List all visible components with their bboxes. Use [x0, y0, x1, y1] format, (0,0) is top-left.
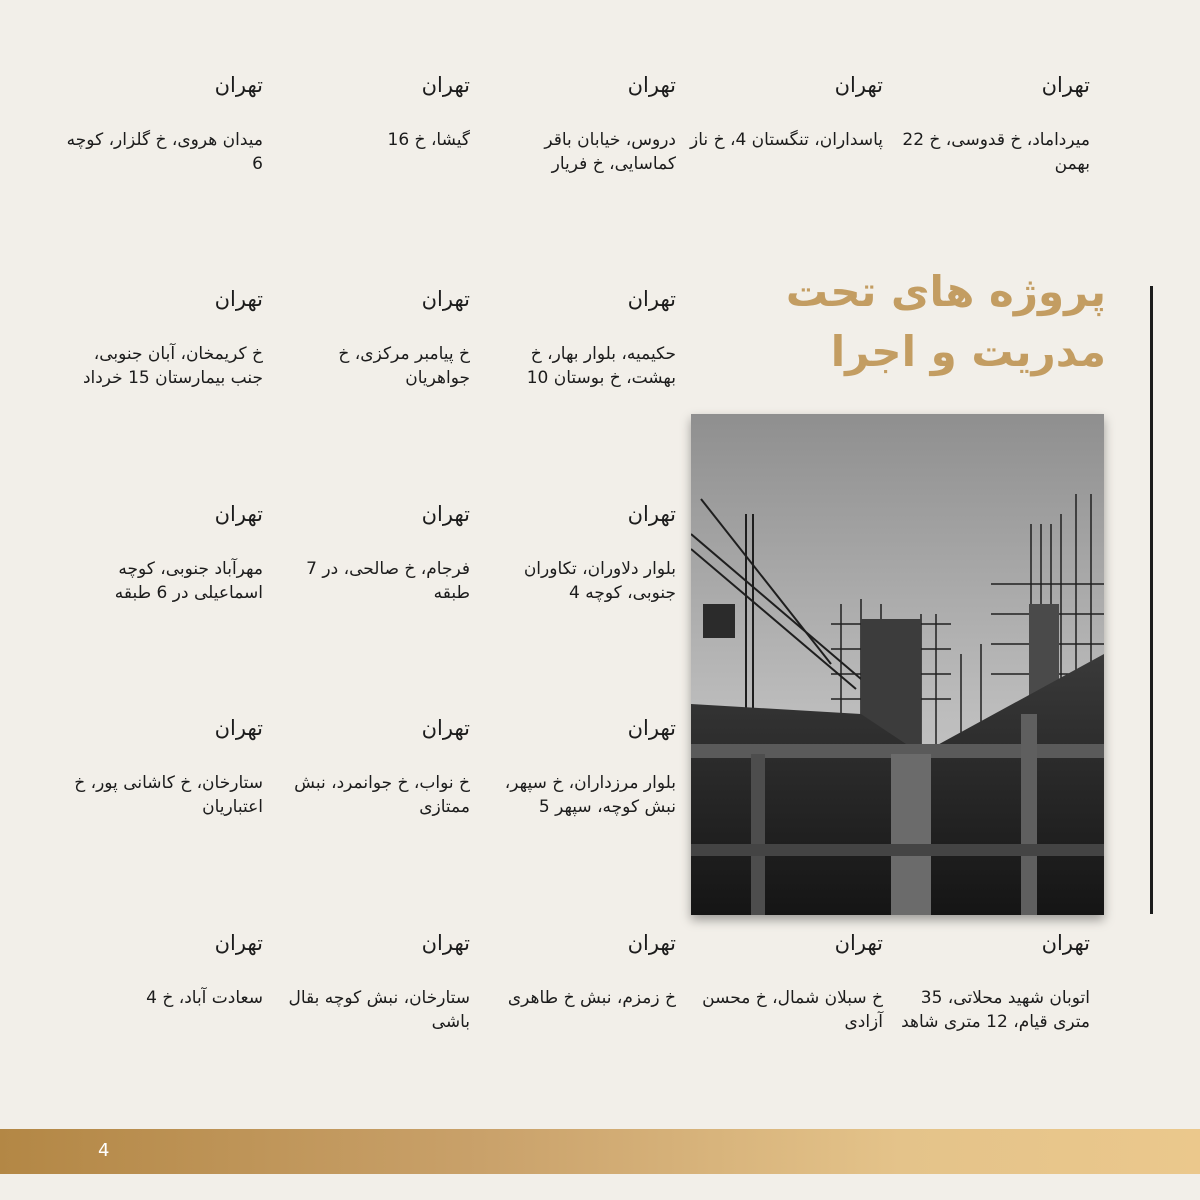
project-city: تهران [627, 931, 676, 955]
project-item [683, 71, 883, 152]
project-city: تهران [421, 716, 470, 740]
footer-bar [0, 1129, 1200, 1174]
page-title-line2: مدریت و اجرا [830, 327, 1106, 376]
project-city: تهران [421, 73, 470, 97]
project-item [63, 285, 263, 390]
project-address: مهرآباد جنوبی، کوچه اسماعیلی در 6 طبقه [114, 559, 263, 603]
project-city: تهران [421, 502, 470, 526]
project-item [476, 71, 676, 176]
project-city: تهران [834, 73, 883, 97]
construction-site-photo [691, 414, 1104, 915]
project-city: تهران [421, 287, 470, 311]
project-item [270, 500, 470, 605]
project-address: گیشا، خ 16 [387, 130, 470, 150]
project-item [476, 714, 676, 819]
project-address: خ کریمخان، آبان جنوبی، جنب بیمارستان 15 خرداد [82, 344, 263, 388]
project-item [476, 285, 676, 390]
project-city: تهران [214, 287, 263, 311]
project-address: بلوار دلاوران، تکاوران جنوبی، کوچه 4 [523, 559, 676, 603]
project-item [270, 71, 470, 152]
project-item [63, 500, 263, 605]
project-address: خ پیامبر مرکزی، خ جواهریان [338, 344, 470, 388]
project-item [890, 71, 1090, 176]
project-city: تهران [421, 931, 470, 955]
project-address: خ سبلان شمال، خ محسن آزادی [702, 988, 883, 1032]
project-city: تهران [214, 716, 263, 740]
project-item [63, 71, 263, 176]
project-city: تهران [1041, 931, 1090, 955]
project-address: خ زمزم، نبش خ طاهری [507, 988, 676, 1008]
project-item [476, 929, 676, 1010]
project-address: بلوار مرزداران، خ سپهر، نبش کوچه، سپهر 5 [504, 773, 676, 817]
project-city: تهران [627, 287, 676, 311]
project-city: تهران [627, 73, 676, 97]
project-address: میرداماد، خ قدوسی، خ 22 بهمن [902, 130, 1090, 174]
project-item [270, 285, 470, 390]
project-item [63, 929, 263, 1010]
project-city: تهران [214, 931, 263, 955]
project-city: تهران [214, 502, 263, 526]
page-title [700, 262, 1106, 382]
project-item [890, 929, 1090, 1034]
page-number: 4 [98, 1140, 110, 1161]
project-address: اتوبان شهید محلاتی، 35 متری قیام، 12 متری شاهد [901, 988, 1090, 1032]
project-item [270, 929, 470, 1034]
project-city: تهران [1041, 73, 1090, 97]
page-title-line1: پروژه های تحت [785, 267, 1106, 316]
project-address: سعادت آباد، خ 4 [146, 988, 263, 1008]
project-item [683, 929, 883, 1034]
project-address: حکیمیه، بلوار بهار، خ بهشت، خ بوستان 10 [526, 344, 676, 388]
project-address: دروس، خیابان باقر کماسایی، خ فریار [544, 130, 676, 174]
project-item [63, 714, 263, 819]
project-city: تهران [627, 716, 676, 740]
divider-line [1150, 286, 1153, 914]
project-city: تهران [627, 502, 676, 526]
project-address: ستارخان، خ کاشانی پور، خ اعتباریان [74, 773, 263, 817]
project-city: تهران [214, 73, 263, 97]
project-address: میدان هروی، خ گلزار، کوچه 6 [66, 130, 263, 174]
project-address: خ نواب، خ جوانمرد، نبش ممتازی [294, 773, 470, 817]
project-item [476, 500, 676, 605]
project-item [270, 714, 470, 819]
project-city: تهران [834, 931, 883, 955]
project-address: پاسداران، تنگستان 4، خ ناز [690, 130, 883, 150]
project-address: فرجام، خ صالحی، در 7 طبقه [306, 559, 470, 603]
project-address: ستارخان، نبش کوچه بقال باشی [288, 988, 470, 1032]
